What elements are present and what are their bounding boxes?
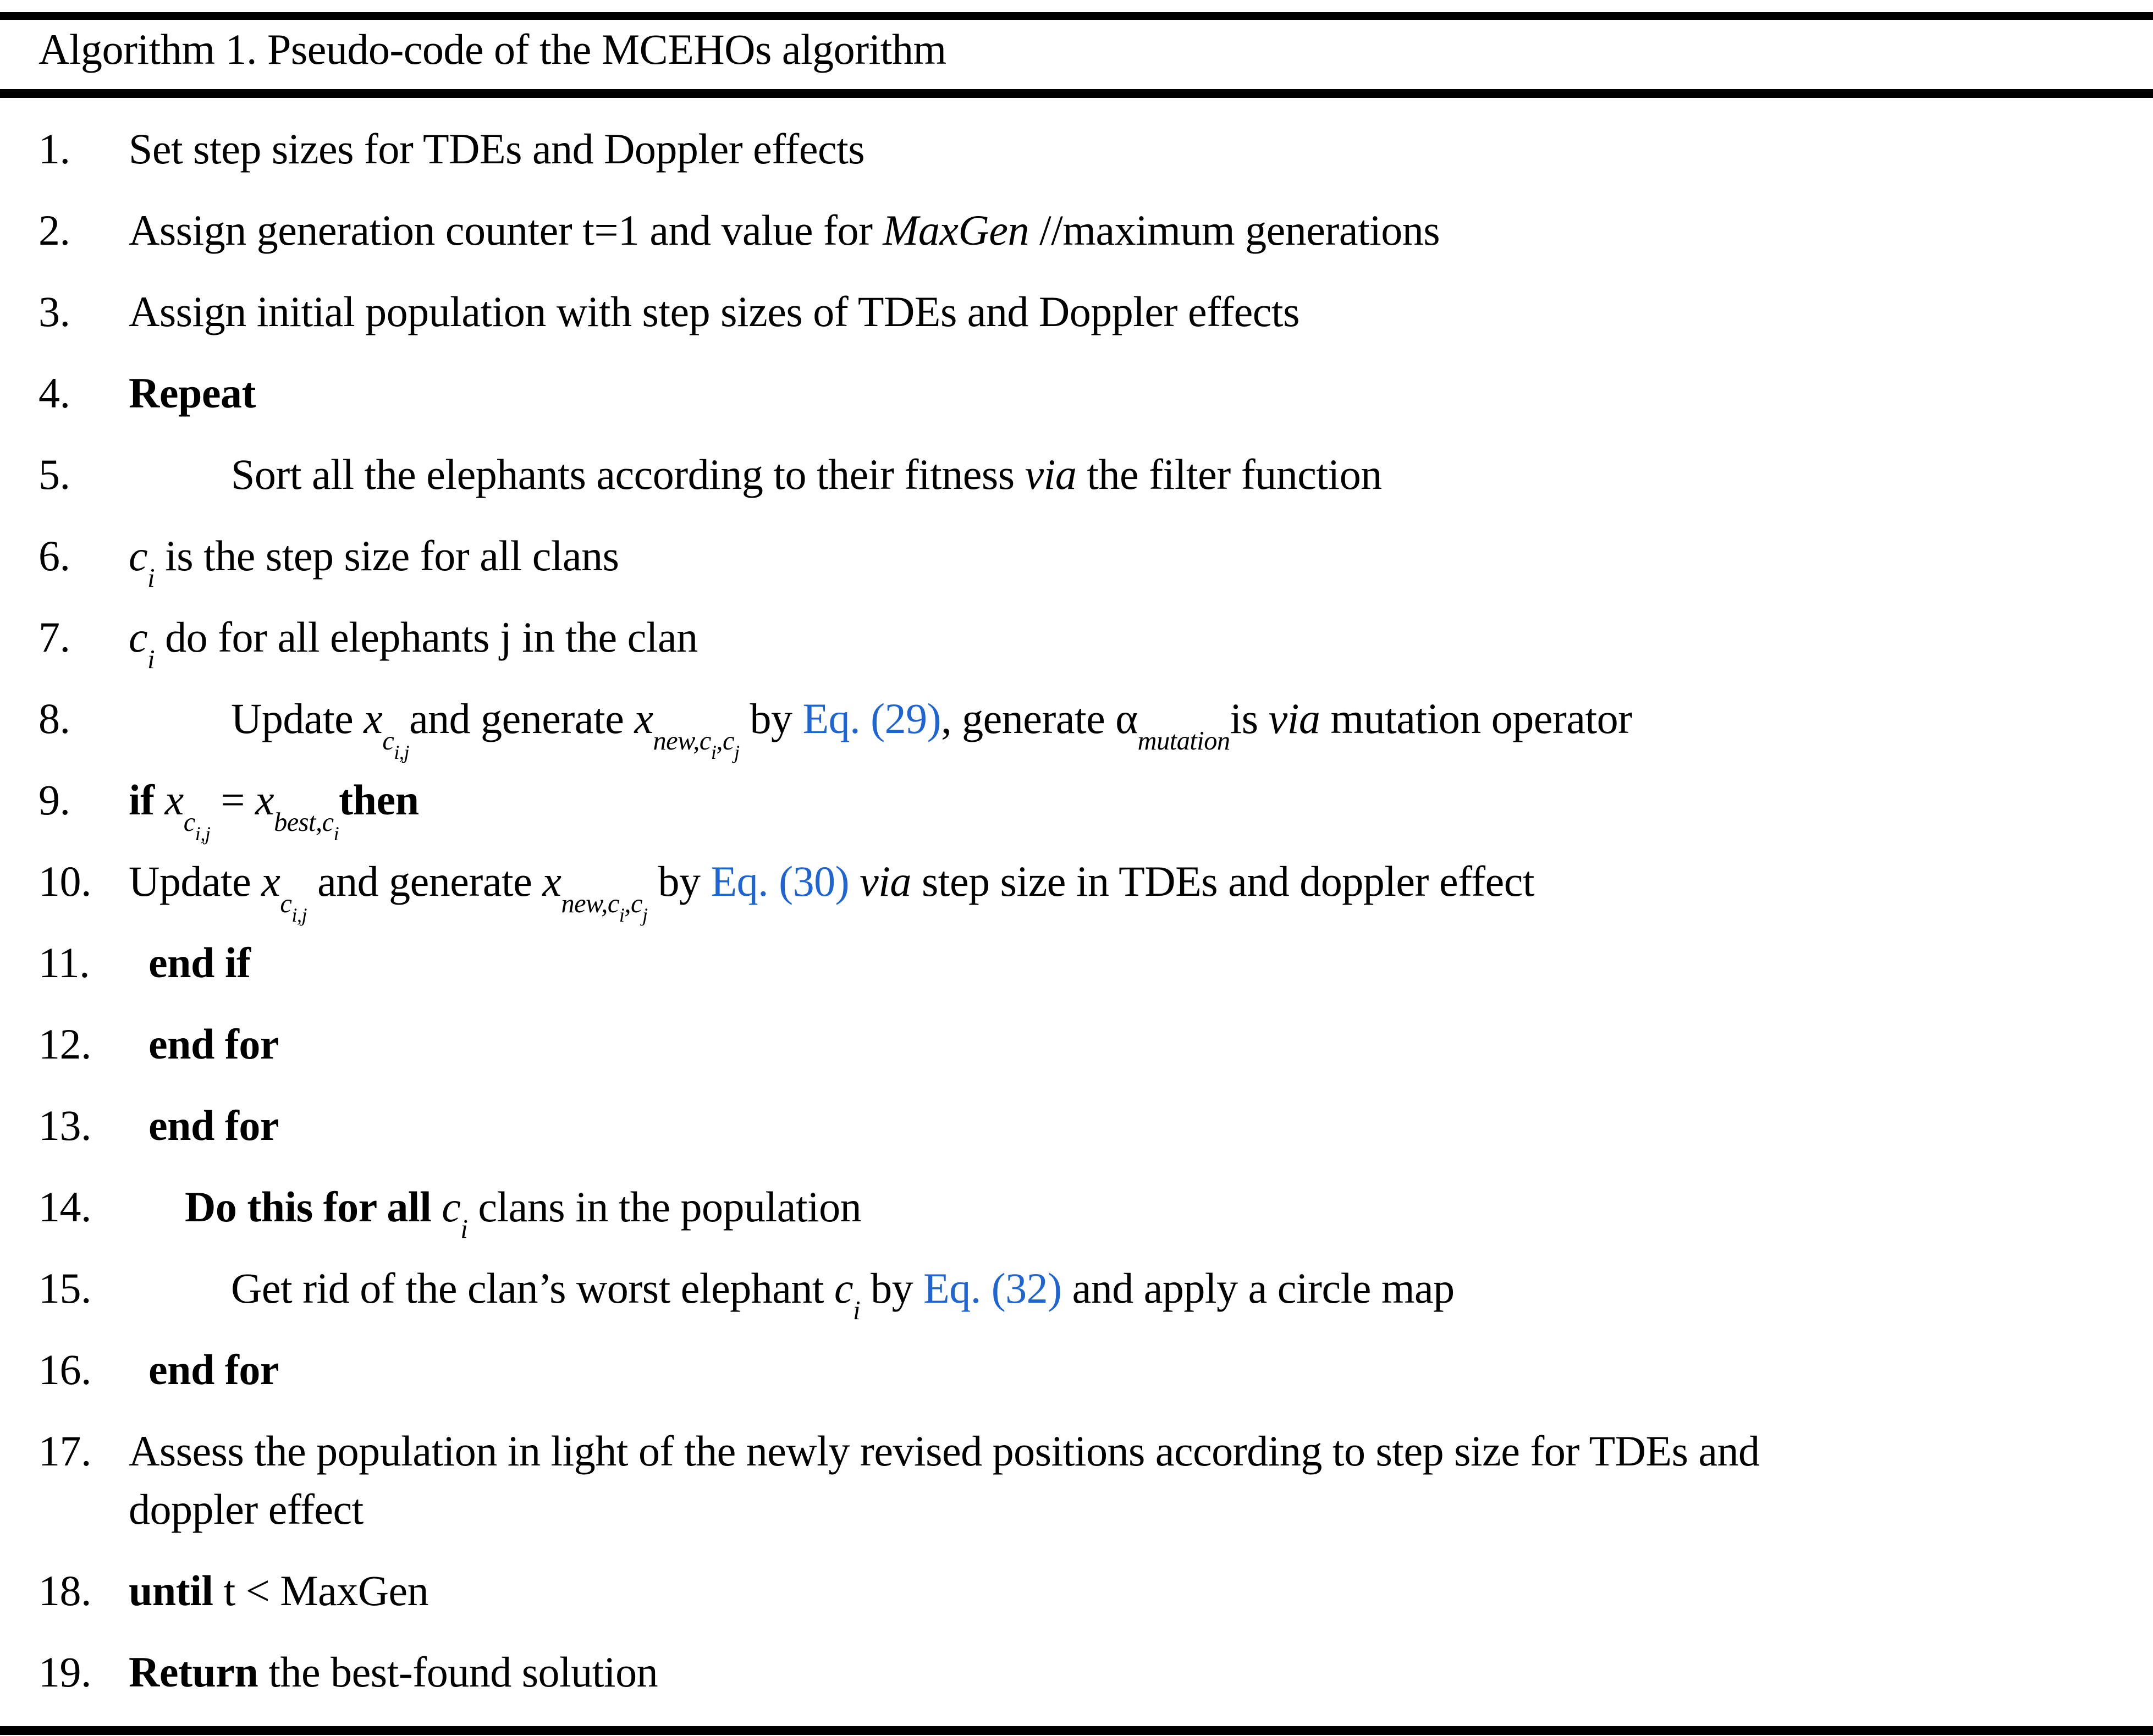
line-number: 13. (38, 1101, 91, 1149)
text-segment: then (339, 776, 419, 824)
line-number: 19. (38, 1648, 91, 1696)
algorithm-line (38, 527, 2133, 593)
text-segment: by (739, 695, 803, 742)
text-segment: MaxGen (883, 206, 1029, 254)
text-segment: best, (274, 807, 322, 837)
text-segment: $x_{c_{i,j}}$ (164, 776, 211, 845)
line-number: 5. (38, 450, 70, 498)
text-segment: i (619, 903, 625, 926)
algorithm-line (38, 445, 2133, 504)
text-segment: clans in the population (467, 1183, 862, 1231)
text-segment: //maximum generations (1028, 206, 1440, 254)
text-segment (849, 857, 860, 905)
text-segment: mutation operator (1320, 695, 1632, 742)
text-segment: doppler effect (129, 1485, 364, 1533)
text-segment: = (210, 776, 255, 824)
line-number: 11. (38, 939, 90, 987)
text-segment: i,j (394, 741, 410, 763)
algorithm-title: Algorithm 1. Pseudo-code of the MCEHOs algorithm (38, 25, 946, 73)
subscript (195, 823, 211, 845)
text-segment: i (147, 644, 155, 674)
subscript (460, 1215, 467, 1244)
line-number: 10. (38, 857, 91, 905)
subscript (561, 889, 648, 926)
text-segment: $c_i$ (129, 532, 155, 593)
algorithm-line (38, 1562, 2133, 1620)
line-content (129, 1096, 2133, 1155)
algorithm-line (38, 120, 2133, 178)
text-segment: ci,j (382, 726, 410, 763)
equation-link[interactable]: Eq. (29) (802, 695, 941, 742)
line-content (129, 283, 2133, 341)
text-segment: j (642, 903, 648, 926)
text-segment: new, (653, 726, 700, 756)
algorithm-line (38, 201, 2133, 260)
subscript (334, 823, 339, 845)
line-content (129, 771, 2133, 845)
line-content (129, 1562, 2133, 1620)
algorithm-line (38, 1015, 2133, 1073)
text-segment: Update (129, 857, 262, 905)
line-content (129, 364, 2133, 422)
line-number: 17. (38, 1427, 91, 1475)
text-segment: the filter function (1076, 450, 1382, 498)
text-segment: t < MaxGen (213, 1567, 429, 1614)
line-number: 1. (38, 125, 70, 173)
text-segment: Sort all the elephants according to their fitness (231, 450, 1025, 498)
text-segment: $c_j$ (722, 726, 740, 763)
text-segment: Repeat (129, 369, 256, 417)
text-segment: $c_i$ (834, 1264, 861, 1325)
text-segment: and generate (307, 857, 543, 905)
text-segment: is the step size for all clans (155, 532, 619, 580)
line-content (129, 445, 2133, 504)
algorithm-line (38, 364, 2133, 422)
line-content (129, 934, 2133, 992)
line-content (129, 201, 2133, 260)
text-segment: and apply a circle map (1061, 1264, 1455, 1312)
line-content (129, 1015, 2133, 1073)
algorithm-line (38, 934, 2133, 992)
subscript (1138, 726, 1230, 756)
text-segment: Assess the population in light of the newly revised positions according to step size for TDEs and (129, 1427, 1760, 1475)
text-segment: $c_i$ (322, 807, 339, 845)
text-segment: by (860, 1264, 924, 1312)
line-number: 7. (38, 613, 70, 661)
text-segment: and generate (409, 695, 635, 742)
text-segment: , (624, 889, 631, 918)
text-segment: Do this for all (185, 1183, 442, 1231)
text-segment: $x_{new,c_i,c_j}$ (634, 695, 740, 763)
text-segment: i (333, 822, 339, 845)
line-content (129, 1422, 2133, 1539)
line-number: 9. (38, 776, 70, 824)
algorithm-line (38, 1643, 2133, 1701)
subscript (619, 904, 625, 926)
text-segment: $x_{c_{i,j}}$ (364, 695, 410, 763)
subscript (653, 726, 740, 763)
text-segment: is (1230, 695, 1269, 742)
line-number: 8. (38, 695, 70, 742)
text-segment: j (734, 741, 740, 763)
text-segment: by (647, 857, 711, 905)
text-segment: $c_j$ (630, 889, 648, 926)
line-number: 3. (38, 288, 70, 335)
text-segment: mutation (1137, 726, 1230, 756)
text-segment: i,j (195, 822, 211, 845)
line-content (129, 120, 2133, 178)
text-segment: $x_{c_{i,j}}$ (261, 857, 307, 926)
text-segment: Set step sizes for TDEs and Doppler effects (129, 125, 865, 173)
text-segment: via (1025, 450, 1077, 498)
text-segment: i,j (291, 903, 307, 926)
text-segment: Get rid of the clan’s worst elephant (231, 1264, 834, 1312)
bottom-rule (0, 1726, 2153, 1735)
subscript (642, 904, 648, 926)
algorithm-line (38, 690, 2133, 763)
subscript (147, 564, 155, 593)
text-segment: Return (129, 1648, 258, 1696)
text-segment: end for (148, 1101, 279, 1149)
text-segment: step size in TDEs and doppler effect (911, 857, 1535, 905)
subscript (280, 889, 307, 926)
subscript (711, 741, 717, 763)
text-segment: end if (148, 939, 251, 987)
subscript (382, 726, 410, 763)
text-segment: Assign initial population with step sizes of TDEs and Doppler effects (129, 288, 1299, 335)
line-number: 6. (38, 532, 70, 580)
text-segment: ci,j (280, 889, 307, 926)
text-segment: $c_i$ (607, 889, 625, 926)
line-content (129, 1259, 2133, 1325)
line-content (129, 852, 2133, 926)
text-segment: if (129, 776, 165, 824)
text-segment: the best-found solution (258, 1648, 658, 1696)
subscript (734, 741, 740, 763)
algorithm-header (38, 20, 2131, 79)
text-segment: Update (231, 695, 364, 742)
equation-link[interactable]: Eq. (30) (711, 857, 850, 905)
text-segment: $c_i$ (129, 613, 155, 674)
line-content (129, 1178, 2133, 1244)
line-content (129, 1643, 2133, 1701)
text-segment: i (711, 741, 717, 763)
text-segment: i (853, 1296, 861, 1325)
line-number: 12. (38, 1020, 91, 1068)
text-segment: via (1268, 695, 1320, 742)
text-segment: Assign generation counter t=1 and value for (129, 206, 883, 254)
subscript (274, 807, 339, 845)
line-number: 14. (38, 1183, 91, 1231)
text-segment: , generate (941, 695, 1116, 742)
text-segment: do for all elephants j in the clan (155, 613, 698, 661)
text-segment: $c_i$ (699, 726, 717, 763)
text-segment: $x_{best,c_i}$ (255, 776, 339, 845)
text-segment: ci,j (183, 807, 211, 845)
algorithm-line (38, 852, 2133, 926)
subscript (183, 807, 211, 845)
algorithm-list (38, 120, 2133, 1724)
line-number: 15. (38, 1264, 91, 1312)
subscript (394, 741, 409, 763)
text-segment: i (147, 563, 155, 593)
algorithm-line (38, 1341, 2133, 1399)
equation-link[interactable]: Eq. (32) (923, 1264, 1062, 1312)
text-segment: $c_i$ (442, 1183, 468, 1244)
line-content (129, 527, 2133, 593)
algorithm-line (38, 1259, 2133, 1325)
line-number: 16. (38, 1346, 91, 1393)
line-number: 4. (38, 369, 70, 417)
text-segment: $\alpha_{mutation}$ (1115, 695, 1230, 756)
line-number: 2. (38, 206, 70, 254)
algorithm-line (38, 283, 2133, 341)
top-rule (0, 12, 2153, 20)
line-content (129, 690, 2133, 763)
algorithm-line (38, 1096, 2133, 1155)
algorithm-line (38, 1422, 2133, 1539)
text-segment: end for (148, 1346, 279, 1393)
line-content (129, 1341, 2133, 1399)
subscript (853, 1296, 860, 1325)
line-content (129, 608, 2133, 674)
subscript (147, 645, 155, 674)
text-segment: $x_{new,c_i,c_j}$ (542, 857, 648, 926)
algorithm-line (38, 771, 2133, 845)
subscript (291, 904, 307, 926)
text-segment: , (716, 726, 723, 756)
header-divider-rule (0, 89, 2153, 98)
text-segment: end for (148, 1020, 279, 1068)
text-segment: new, (561, 889, 608, 918)
text-segment: until (129, 1567, 213, 1614)
line-number: 18. (38, 1567, 91, 1614)
text-segment: via (860, 857, 911, 905)
algorithm-line (38, 608, 2133, 674)
text-segment: i (460, 1214, 468, 1244)
algorithm-line (38, 1178, 2133, 1244)
